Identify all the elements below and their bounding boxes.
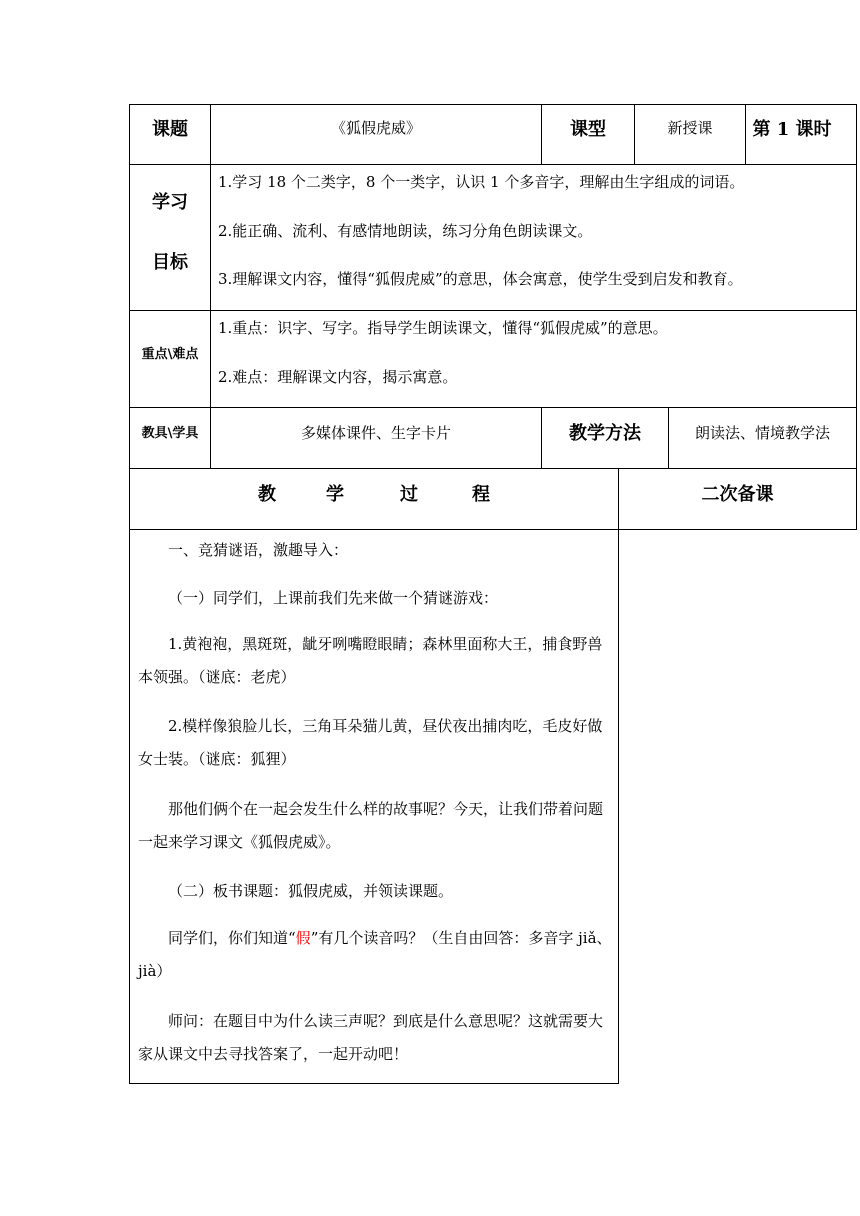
topic-value: 《狐假虎威》 [330, 119, 421, 137]
tools-label: 教具\学具 [141, 425, 199, 441]
process-paragraph: 那他们俩个在一起会发生什么样的故事呢？今天，让我们带着问题一起来学习课文《狐假虎威》。 [138, 800, 604, 851]
process-heading [130, 478, 618, 508]
tools-value: 多媒体课件、生字卡片 [300, 423, 451, 442]
goal-item: 1.学习 18 个二类字，8 个一类字，认识 1 个多音字，理解由生字组成的词语。 [218, 173, 745, 191]
goals-label-line1: 学习 [152, 192, 188, 213]
process-heading-char: 学 [326, 484, 344, 505]
process-paragraph: （一）同学们，上课前我们先来做一个猜谜游戏： [168, 589, 499, 607]
process-heading-char: 过 [400, 484, 418, 505]
goal-item: 3.理解课文内容，懂得“狐假虎威”的意思，体会寓意，使学生受到启发和教育。 [218, 270, 743, 288]
type-value: 新授课 [667, 119, 713, 137]
key-point-item: 1.重点：识字、写字。指导学生朗读课文，懂得“狐假虎威”的意思。 [218, 319, 668, 337]
process-paragraph: 一、竞猜谜语，激趣导入： [168, 541, 349, 559]
key-points-label: 重点\难点 [141, 346, 199, 362]
paragraph-text: 同学们，你们知道“ [168, 929, 296, 947]
process-paragraph: 师问：在题目中为什么读三声呢？到底是什么意思呢？这就需要大家从课文中去寻找答案了，一起开动吧！ [138, 1012, 604, 1063]
key-point-item: 2.难点：理解课文内容，揭示寓意。 [218, 368, 458, 386]
type-label: 课型 [570, 118, 606, 140]
method-label: 教学方法 [569, 423, 641, 444]
process-paragraph: 1.黄袍袍，黑斑斑，龇牙咧嘴瞪眼睛；森林里面称大王，捕食野兽本领强。（谜底：老虎） [138, 635, 603, 686]
method-value: 朗读法、情境教学法 [694, 423, 830, 442]
period-label: 第 1 课时 [752, 118, 832, 140]
highlighted-character: 假 [295, 929, 311, 947]
goals-label-line2: 目标 [152, 252, 188, 273]
topic-label: 课题 [152, 118, 188, 140]
process-heading-char: 程 [472, 484, 490, 505]
process-heading-char: 教 [258, 484, 276, 505]
process-paragraph: （二）板书课题：狐假虎威，并领读课题。 [168, 882, 454, 900]
process-paragraph: 2.模样像狼脸儿长，三角耳朵猫儿黄，昼伏夜出捕肉吃，毛皮好做女士装。（谜底：狐狸） [138, 717, 603, 768]
second-prep-heading: 二次备课 [701, 484, 774, 505]
paragraph-text: ”有几个读音吗？（生自由回答：多音字 jiǎ、jià） [138, 929, 612, 980]
process-paragraph [138, 922, 613, 988]
goal-item: 2.能正确、流利、有感情地朗读，练习分角色朗读课文。 [218, 222, 593, 240]
